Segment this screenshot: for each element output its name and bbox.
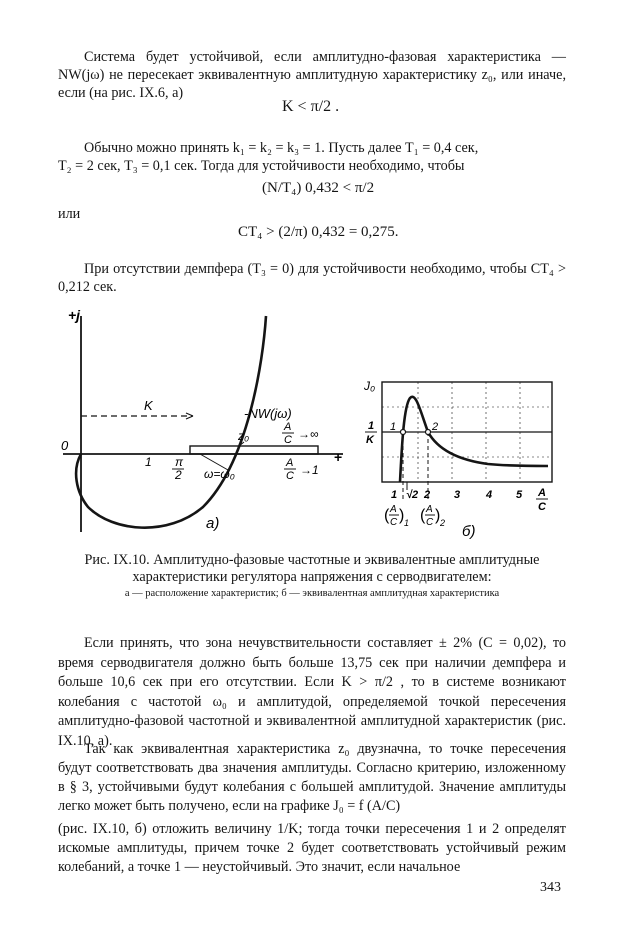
sub1-open: (	[384, 507, 390, 524]
figure-caption: Рис. IX.10. Амплитудно-фазовые частотные и эквивалентные амплитудные характеристики регулятора напряжения с серводвигателем:	[84, 552, 540, 585]
sub2-idx: 2	[440, 518, 446, 528]
inf-den: C	[284, 434, 292, 446]
one-over-k-den: K	[366, 434, 374, 446]
sub2-den: C	[426, 517, 434, 528]
one-arrow: →1	[300, 463, 319, 477]
xtick-3: 3	[454, 489, 461, 501]
inf-num: A	[284, 421, 292, 433]
pi-num: π	[175, 455, 184, 469]
page-number: 343	[540, 880, 561, 895]
origin-label: 0	[61, 438, 69, 453]
equation-n-t4: (N/T₄) 0,432 < π/2	[262, 180, 375, 196]
sub1-idx: 1	[404, 518, 410, 528]
equation-ct4: CT₄ > (2/π) 0,432 = 0,275.	[238, 224, 399, 240]
figure-a-label: а)	[206, 515, 220, 532]
plus-label: +	[334, 449, 343, 465]
k-dimension-arrow-right-2	[186, 416, 193, 419]
xtick-sqrt2: √2	[406, 489, 419, 501]
xtick-4: 4	[486, 489, 493, 501]
sub2-close: )	[435, 507, 441, 524]
omega-label: ω=ω₀	[204, 467, 235, 481]
paragraph-intersection-points: (рис. IX.10, б) отложить величину 1/K; тогда точки пересечения 1 и 2 определят искомые амплитуды, причем точке 2 будет соответствовать устойчивый режим колебаний, а точке 1 — неустойчивый. Это значит, если начальное	[58, 821, 566, 875]
point-1-label: 1	[390, 421, 397, 433]
k-label: K	[144, 398, 153, 413]
nw-label: -NW(jω)	[244, 406, 292, 421]
xtick-2: 2	[424, 489, 431, 501]
point-2-label: 2	[432, 421, 439, 433]
figure-b-label: б)	[462, 523, 476, 540]
figure-a-amplitude-phase	[58, 302, 358, 542]
one-num: A	[286, 457, 294, 469]
z0-label: z₀	[238, 429, 250, 443]
equation-k-less-pi-half: K < π/2 .	[282, 98, 340, 115]
one-over-k-num: 1	[368, 420, 375, 432]
k-dimension-arrow-right	[186, 413, 193, 416]
point-1	[401, 430, 406, 435]
z0-band	[190, 446, 318, 454]
inf-arrow: →∞	[298, 427, 319, 441]
sub1-den: C	[390, 517, 398, 528]
nw-curve	[76, 316, 266, 528]
point-2	[426, 430, 431, 435]
paragraph-assume-k-line1: Обычно можно принять k₁ = k₂ = k₃ = 1. Пусть далее T₁ = 0,4 сек,	[84, 140, 479, 156]
ylabel-j0: J₀	[364, 379, 376, 393]
axis-y-label: +j	[68, 307, 81, 323]
paragraph-dead-zone: Если принять, что зона нечувствительности составляет ± 2% (C = 0,02), то время серводвигателя должно быть больше 13,75 сек при наличии демпфера и больше 10,6 сек при его отсутствии. Если K > π/2 , то в системе возникают колебания с частотой ω₀ и амплитудой, определяемой точкой пересечения амплитудно-фазовой частотной и эквивалентной амплитудной характеристик (рис. IX.10, a).	[58, 635, 566, 749]
sub1-close: )	[399, 507, 405, 524]
j0-curve	[400, 397, 548, 482]
sub1-num: A	[390, 504, 397, 515]
pi-den: 2	[175, 468, 182, 482]
figure-subcaption: а — расположение характеристик; б — эквивалентная амплитудная характеристика	[124, 588, 500, 599]
xtick-1: 1	[391, 489, 398, 501]
xtick-5: 5	[516, 489, 523, 501]
figure-b-equivalent-amplitude	[358, 372, 558, 542]
paragraph-assume-k-line2: T₂ = 2 сек, T₃ = 0,1 сек. Тогда для устойчивости необходимо, чтобы	[58, 158, 465, 174]
sub2-num: A	[426, 504, 433, 515]
tick-1-label: 1	[145, 455, 152, 469]
one-den: C	[286, 470, 294, 482]
word-or: или	[58, 206, 81, 222]
xlabel-den: C	[538, 501, 546, 513]
xlabel-num: A	[538, 487, 546, 499]
paragraph-double-valued: Так как эквивалентная характеристика z₀ двузначна, то точке пересечения будут соответствовать два значения амплитуды. Согласно критерию, изложенному в § 3, устойчивыми будут колебания с большей амплитудой. Значение амплитуды легко может быть получено, если на графике J₀ = f (A/C)	[58, 741, 566, 814]
paragraph-no-damper: При отсутствии демпфера (T₃ = 0) для устойчивости необходимо, чтобы CT₄ > 0,212 сек.	[58, 261, 566, 295]
sub2-open: (	[420, 507, 426, 524]
paragraph-stability-condition: Система будет устойчивой, если амплитудно-фазовая характеристика —NW(jω) не пересекает эквивалентную амплитудную характеристику z₀, или иначе, если (на рис. IX.6, a)	[58, 49, 566, 101]
